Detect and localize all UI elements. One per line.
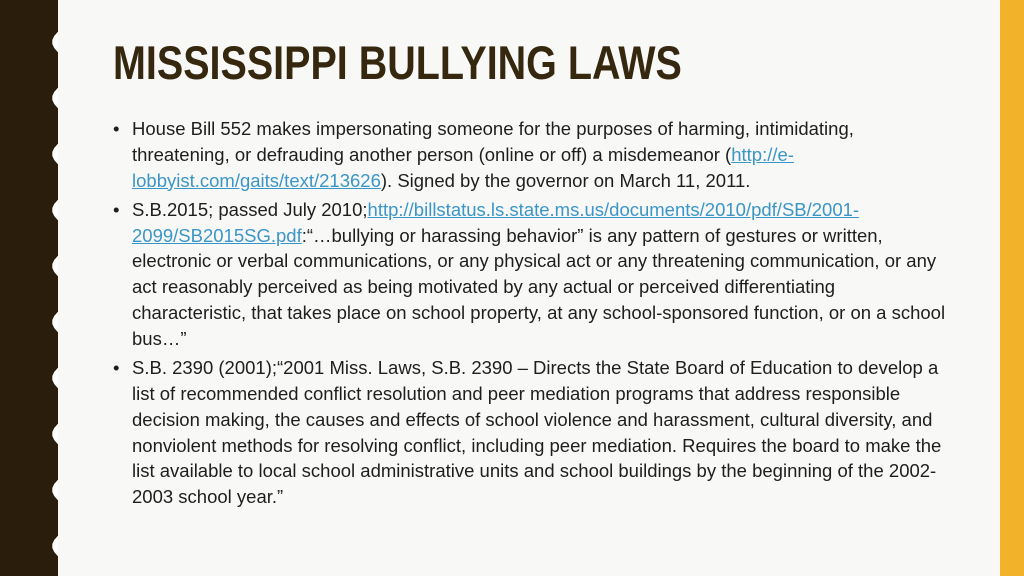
right-accent-bar [1000, 0, 1024, 576]
slide-title: MISSISSIPPI BULLYING LAWS [113, 36, 682, 89]
bullet-sb-2390 [113, 355, 953, 510]
billstatus-link[interactable]: http://billstatus.ls.state.ms.us/documents/2010/pdf/SB/2001-2099/SB2015SG.pdf [132, 198, 860, 246]
bullet-text: ). Signed by the governor on March 11, 2011. [380, 169, 751, 191]
bullet-sb-2015 [113, 197, 953, 352]
e-lobbyist-link[interactable]: http://e-lobbyist.com/gaits/text/213626 [132, 143, 794, 191]
bullet-text: House Bill 552 makes impersonating someone for the purposes of harming, intimidating, threatening, or defrauding another person (online or off) a misdemeanor ( [132, 118, 854, 165]
bullet-list [113, 116, 953, 513]
bullet-text: :“…bullying or harassing behavior” is any pattern of gestures or written, electronic or verbal communications, or any physical act or any threatening communication, or any act reasonably perceived as being motivated by any actual or perceived differentiating characteristic, that takes place on school property, at any school-sponsored function, or on a school bus…” [132, 224, 946, 349]
bullet-marker: • [113, 198, 120, 220]
bullet-house-bill-552 [113, 116, 953, 193]
bullet-marker: • [113, 118, 120, 139]
bullet-marker: • [113, 357, 120, 379]
bullet-text: S.B. 2390 (2001);“2001 Miss. Laws, S.B. 2390 – Directs the State Board of Education to develop a list of recommended conflict resolution and peer mediation programs that address responsible decision making, the causes and effects of school violence and harassment, cultural diversity, and nonviolent methods for resolving conflict, including peer mediation. Requires the board to make the list available to local school administrative units and school buildings by the beginning of the 2002-2003 school year.” [132, 357, 942, 508]
bullet-text: S.B.2015; passed July 2010; [132, 198, 368, 220]
